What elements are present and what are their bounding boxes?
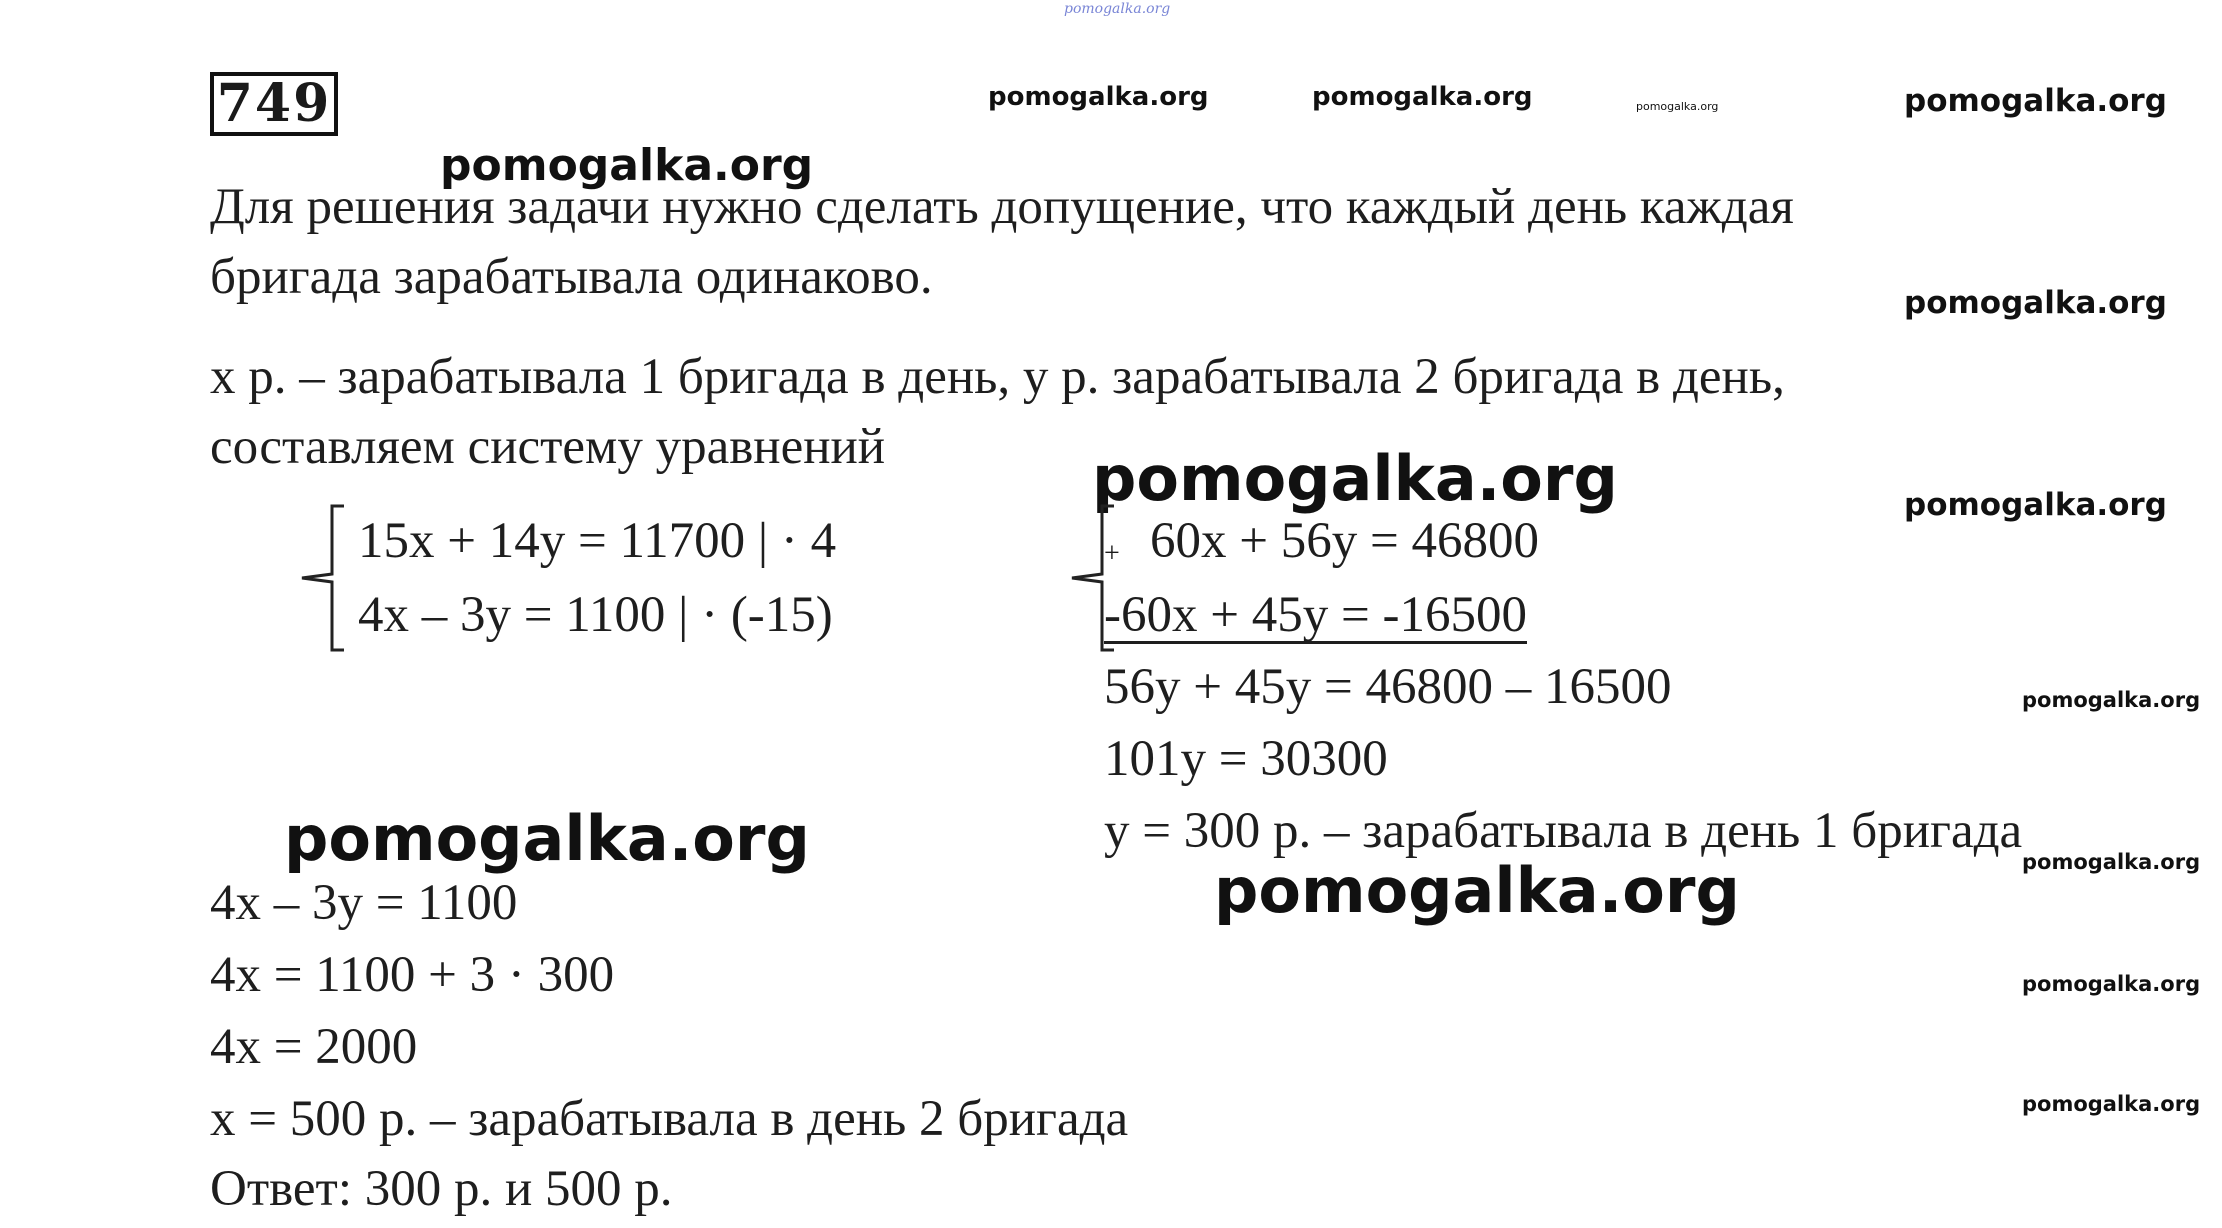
watermark: pomogalka.org [1904,285,2167,321]
system1-equation-1: 15x + 14y = 11700 | · 4 [358,513,837,569]
system2-step-2: 101y = 30300 [1104,731,1388,787]
variables-line-1: x р. – зарабатывала 1 бригада в день, y р. зарабатывала 2 бригада в день, [210,349,1785,405]
watermark: pomogalka.org [2022,850,2201,874]
system2-equation-1: 60x + 56y = 46800 [1150,513,1540,569]
intro-line-1: Для решения задачи нужно сделать допущение, что каждый день каждая [210,179,1794,235]
system2-step-1: 56y + 45y = 46800 – 16500 [1104,659,1672,715]
solution-step-4: x = 500 р. – зарабатывала в день 2 бригада [210,1091,1129,1147]
solution-step-3: 4x = 2000 [210,1019,418,1075]
solution-step-1: 4x – 3y = 1100 [210,875,518,931]
answer: Ответ: 300 р. и 500 р. [210,1161,673,1217]
watermark: pomogalka.org [2022,688,2201,712]
watermark: pomogalka.org [1092,442,1618,515]
watermark: pomogalka.org [440,140,814,191]
watermark: pomogalka.org [1904,83,2167,119]
watermark: pomogalka.org [1636,100,1719,113]
watermark: pomogalka.org [1214,854,1740,927]
watermark: pomogalka.org [284,802,810,875]
solution-step-2: 4x = 1100 + 3 · 300 [210,947,615,1003]
watermark: pomogalka.org [988,82,1209,112]
variables-line-2: составляем систему уравнений [210,419,886,475]
system-brace-left [298,504,324,652]
watermark: pomogalka.org [1312,82,1533,112]
watermark-top: pomogalka.org [1064,1,1171,17]
system2-step-3: y = 300 р. – зарабатывала в день 1 бригада [1104,803,2023,859]
system2-equation-2: -60x + 45y = -16500 [1104,587,1527,643]
watermark: pomogalka.org [1904,487,2167,523]
watermark: pomogalka.org [2022,1092,2201,1116]
system1-equation-2: 4x – 3y = 1100 | · (-15) [358,587,833,643]
system-brace-right [1068,504,1094,652]
addition-sign: + [1104,538,1120,569]
intro-line-2: бригада зарабатывала одинаково. [210,249,933,305]
problem-number: 749 [210,72,338,136]
watermark: pomogalka.org [2022,972,2201,996]
